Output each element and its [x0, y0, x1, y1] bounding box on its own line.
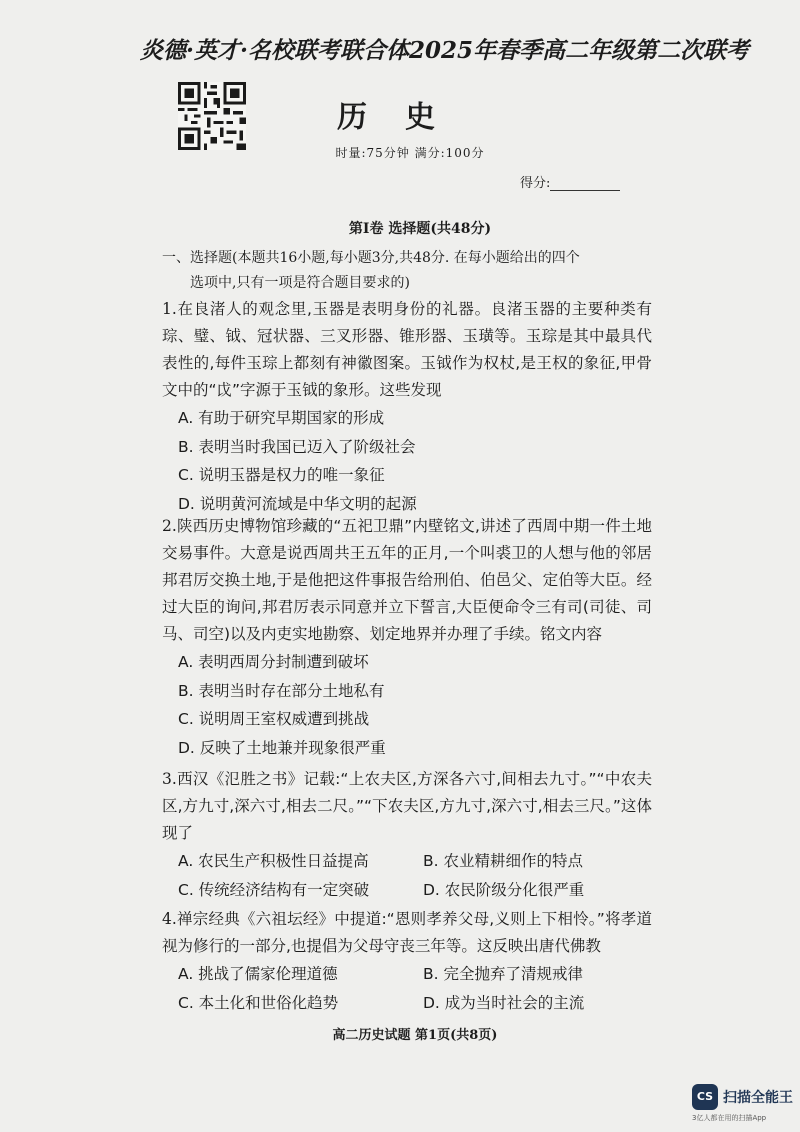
score-label: 得分:: [520, 176, 551, 191]
subject-title: 历史: [337, 100, 473, 135]
option-b: B. 表明当时存在部分土地私有: [178, 681, 385, 700]
question-stem: [162, 296, 652, 404]
option-row: [162, 876, 652, 905]
section-instruction: [162, 246, 642, 296]
question-4: [162, 906, 652, 1017]
qr-code: [178, 82, 246, 150]
option-c: C. 本土化和世俗化趋势: [178, 993, 339, 1012]
instruction-line-2: 选项中,只有一项是符合题目要求的): [190, 275, 410, 291]
camscanner-logo-icon: CS: [692, 1084, 718, 1110]
option-d: D. 成为当时社会的主流: [423, 993, 585, 1012]
instruction-line-1: 一、选择题(本题共16小题,每小题3分,共48分. 在每小题给出的四个: [162, 250, 580, 266]
section-title: 第Ⅰ卷 选择题(共48分): [348, 221, 492, 237]
option-a: A. 有助于研究早期国家的形成: [178, 409, 385, 427]
question-number: 4.: [162, 910, 177, 928]
question-number: 3.: [162, 770, 177, 788]
option-a: A. 表明西周分封制遭到破坏: [178, 653, 369, 671]
question-1: [162, 296, 652, 518]
option-d: D. 农民阶级分化很严重: [423, 880, 585, 899]
score-field: [520, 172, 620, 191]
option-c: C. 说明玉器是权力的唯一象征: [178, 466, 385, 484]
option-c: C. 传统经济结构有一定突破: [178, 880, 370, 899]
option-b: B. 农业精耕细作的特点: [423, 852, 583, 870]
watermark-name: 扫描全能王: [723, 1090, 793, 1106]
option-row: [162, 847, 652, 876]
question-stem: [162, 766, 652, 847]
score-blank: [550, 178, 620, 191]
option-d: D. 说明黄河流域是中华文明的起源: [178, 494, 417, 513]
option-c: C. 说明周王室权威遭到挑战: [178, 710, 370, 728]
exam-time-info: 时量:75分钟 满分:100分: [335, 146, 485, 160]
question-text: 禅宗经典《六祖坛经》中提道:“恩则孝养父母,义则上下相怜。”将孝道视为修行的一部分,也提倡为父母守丧三年等。这反映出唐代佛教: [162, 910, 652, 955]
question-stem: [162, 906, 652, 960]
watermark-tagline: 3亿人都在用的扫描App: [692, 1114, 767, 1122]
question-stem: [162, 513, 652, 648]
question-3: [162, 766, 652, 904]
option-b: B. 完全抛弃了清规戒律: [423, 965, 583, 983]
question-2: [162, 513, 652, 762]
exam-header-title: 炎德·英才·名校联考联合体2025年春季高二年级第二次联考: [140, 37, 750, 64]
option-a: A. 农民生产积极性日益提高: [178, 852, 369, 870]
option-row: [162, 989, 652, 1018]
option-a: A. 挑战了儒家伦理道德: [178, 965, 338, 983]
question-number: 2.: [162, 517, 177, 535]
question-number: 1.: [162, 300, 177, 318]
option-d: D. 反映了土地兼并现象很严重: [178, 738, 386, 757]
question-text: 陕西历史博物馆珍藏的“五祀卫鼎”内壁铭文,讲述了西周中期一件土地交易事件。大意是说西周共王五年的正月,一个叫裘卫的人想与他的邻居邦君厉交换土地,于是他把这件事报告给刑伯、伯邑父、定伯等大臣。经过大臣的询问,邦君厉表示同意并立下誓言,大臣便命令三有司(司徒、司马、司空)以及内吏实地勘察、划定地界并办理了手续。铭文内容: [162, 517, 652, 643]
question-text: 西汉《氾胜之书》记载:“上农夫区,方深各六寸,间相去九寸。”“中农夫区,方九寸,深六寸,相去二尺。”“下农夫区,方九寸,深六寸,相去三尺。”这体现了: [162, 770, 652, 842]
page-footer: 高二历史试题 第1页(共8页): [332, 1028, 498, 1043]
option-row: [162, 960, 652, 989]
scanner-watermark: [692, 1084, 796, 1124]
option-b: B. 表明当时我国已迈入了阶级社会: [178, 437, 416, 456]
question-text: 在良渚人的观念里,玉器是表明身份的礼器。良渚玉器的主要种类有琮、璧、钺、冠状器、三叉形器、锥形器、玉璜等。玉琮是其中最具代表性的,每件玉琮上都刻有神徽图案。玉钺作为权杖,是王权的象征,甲骨文中的“戉”字源于玉钺的象形。这些发现: [162, 300, 652, 399]
